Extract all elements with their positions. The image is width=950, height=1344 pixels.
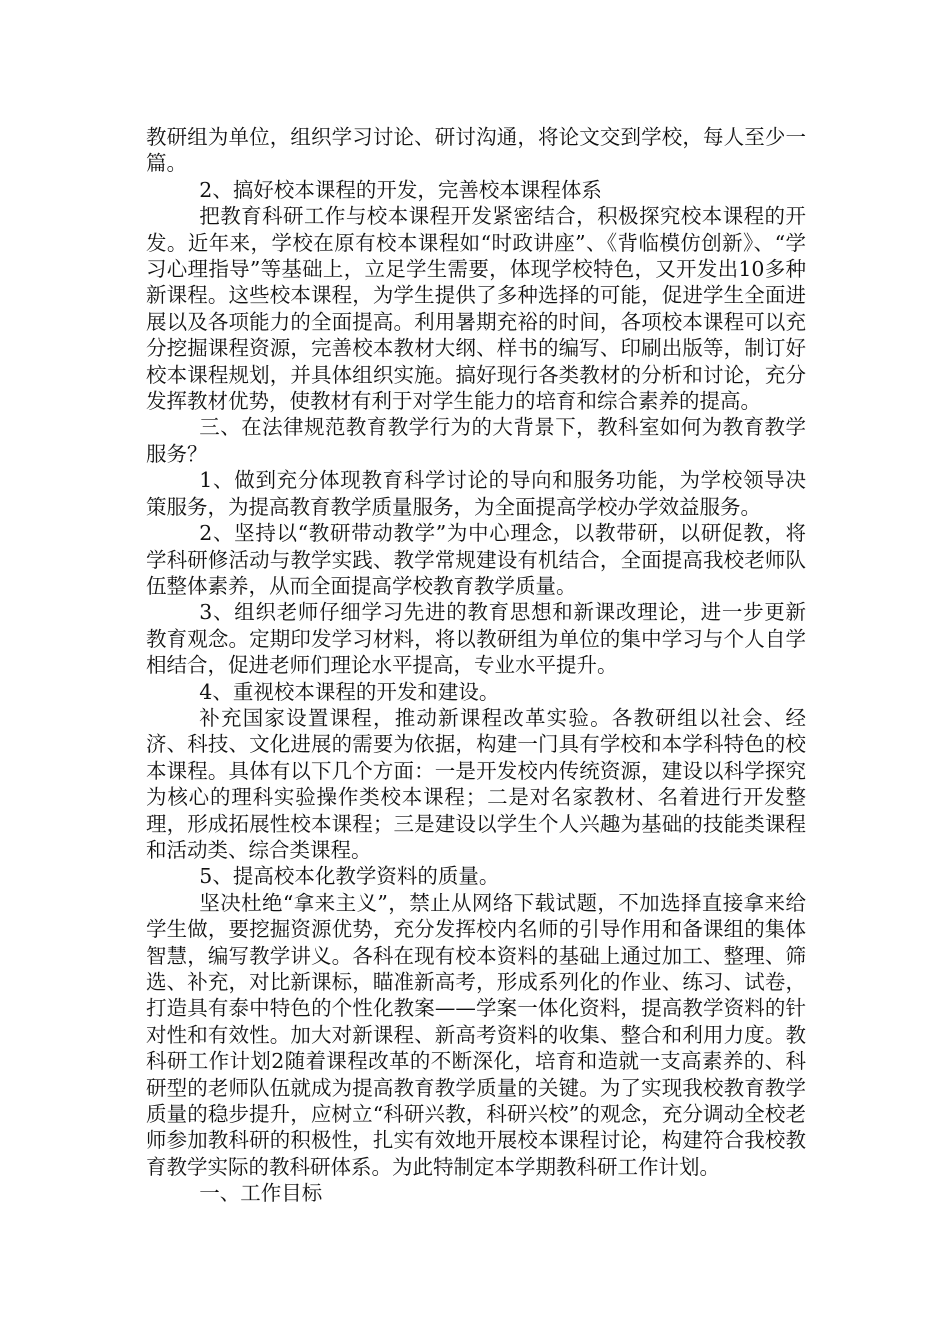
paragraph: 坚决杜绝“拿来主义”，禁止从网络下载试题，不加选择直接拿来给学生做，要挖掘资源优势，充分发挥校内名师的引导作用和备课组的集体智慧，编写教学讲义。各科在现有校本资料的基础上通过加工、整理、筛选、补充，对比新课标，瞄准新高考，形成系列化的作业、练习、试卷，打造具有泰中特色的个性化教案——学案一体化资料，提高教学资料的针对性和有效性。加大对新课程、新高考资料的收集、整合和利用力度。教科研工作计划2随着课程改革的不断深化，培育和造就一支高素养的、科研型的老师队伍就成为提高教育教学质量的关键。为了实现我校教育教学质量的稳步提升，应树立“科研兴教，科研兴校”的观念，充分调动全校老师参加教科研的积极性，扎实有效地开展校本课程讨论，构建符合我校教育教学实际的教科研体系。为此特制定本学期教科研工作计划。 [146, 890, 806, 1179]
paragraph-heading: 一、工作目标 [199, 1181, 323, 1206]
paragraph: 3、组织老师仔细学习先进的教育思想和新课改理论，进一步更新教育观念。定期印发学习材料，将以教研组为单位的集中学习与个人自学相结合，促进老师们理论水平提高，专业水平提升。 [146, 600, 806, 678]
paragraph: 1、做到充分体现教育科学讨论的导向和服务功能，为学校领导决策服务，为提高教育教学质量服务，为全面提高学校办学效益服务。 [146, 468, 806, 519]
paragraph: 2、坚持以“教研带动教学”为中心理念，以教带研，以研促教，将学科研修活动与教学实践、教学常规建设有机结合，全面提高我校老师队伍整体素养，从而全面提高学校教育教学质量。 [146, 521, 806, 598]
paragraph-heading: 5、提高校本化教学资料的质量。 [199, 864, 500, 889]
paragraph: 把教育科研工作与校本课程开发紧密结合，积极探究校本课程的开发。近年来，学校在原有校本课程如“时政讲座”、《背临模仿创新》、“学习心理指导”等基础上，立足学生需要，体现学校特色，又开发出10多种新课程。这些校本课程，为学生提供了多种选择的可能，促进学生全面进展以及各项能力的全面提高。利用暑期充裕的时间，各项校本课程可以充分挖掘课程资源，完善校本教材大纲、样书的编写、印刷出版等，制订好校本课程规划，并具体组织实施。搞好现行各类教材的分析和讨论，充分发挥教材优势，使教材有利于对学生能力的培育和综合素养的提高。 [146, 204, 806, 414]
paragraph: 补充国家设置课程，推动新课程改革实验。各教研组以社会、经济、科技、文化进展的需要为依据，构建一门具有学校和本学科特色的校本课程。具体有以下几个方面：一是开发校内传统资源，建设以科学探究为核心的理科实验操作类校本课程；二是对名家教材、名着进行开发整理，形成拓展性校本课程；三是建设以学生个人兴趣为基础的技能类课程和活动类、综合类课程。 [146, 705, 806, 862]
paragraph-heading: 2、搞好校本课程的开发，完善校本课程体系 [199, 177, 602, 202]
document-page [146, 124, 806, 1207]
paragraph: 教研组为单位，组织学习讨论、研讨沟通，将论文交到学校，每人至少一篇。 [146, 125, 806, 176]
paragraph-heading: 三、在法律规范教育教学行为的大背景下，教科室如何为教育教学服务？ [146, 415, 806, 466]
paragraph-heading: 4、重视校本课程的开发和建设。 [199, 679, 500, 704]
